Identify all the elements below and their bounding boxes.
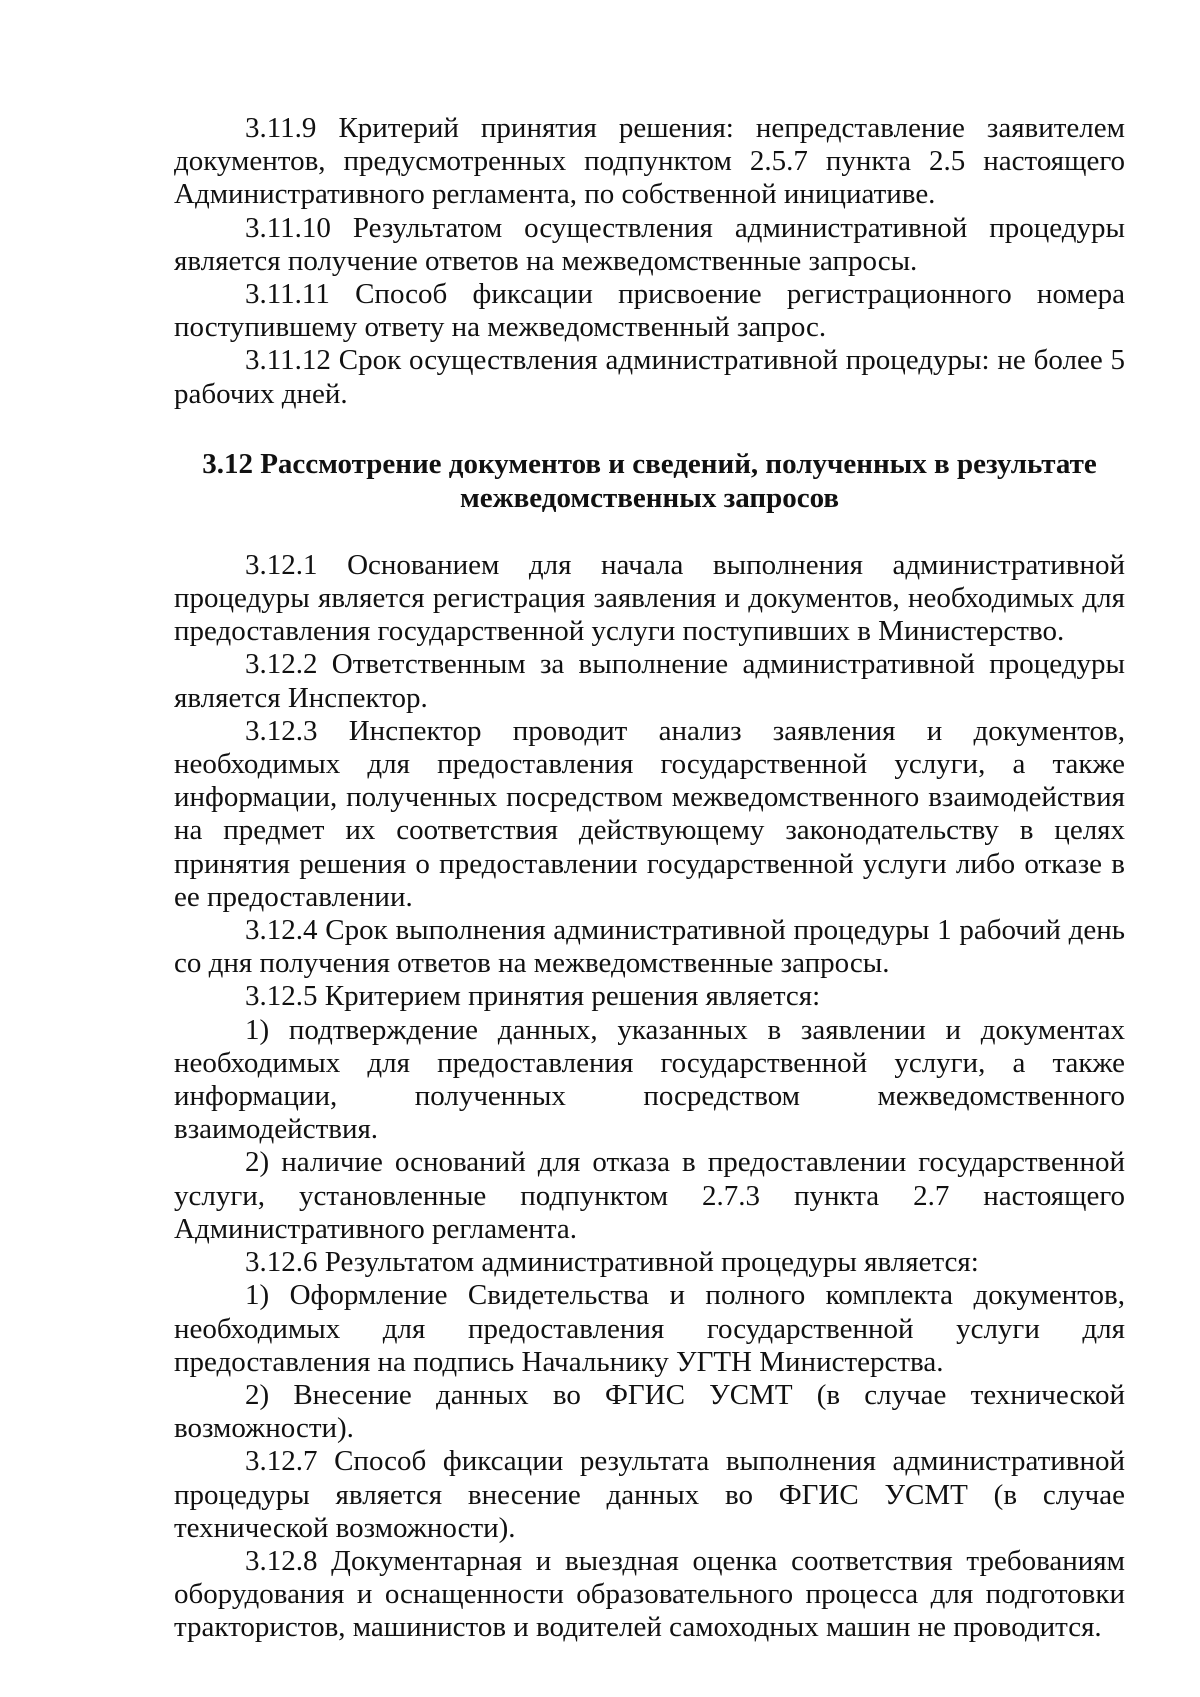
paragraph-3-12-6: 3.12.6 Результатом административной процедуры является: <box>245 1246 979 1279</box>
paragraph-3-11-9: 3.11.9 Критерий принятия решения: непредставление заявителем документов, предусмотренных подпунктом 2.5.7 пункта 2.5 настоящего Административного регламента, по собственной инициативе. <box>174 112 1125 211</box>
document-body <box>174 112 1125 1645</box>
paragraph-3-12-3: 3.12.3 Инспектор проводит анализ заявления и документов, необходимых для предоставления государственной услуги, а также информации, полученных посредством межведомственного взаимодействия на предмет их соответствия действующему законодательству в целях принятия решения о предоставлении государственной услуги либо отказе в ее предоставлении. <box>174 714 1125 913</box>
list-item-3-12-6-1: 1) Оформление Свидетельства и полного комплекта документов, необходимых для предоставления государственной услуги для предоставления на подпись Начальнику УГТН Министерства. <box>174 1279 1125 1378</box>
paragraph-3-11-10: 3.11.10 Результатом осуществления административной процедуры является получение ответов на межведомственные запросы. <box>174 211 1125 277</box>
section-heading-3-12 <box>174 447 1125 515</box>
list-item-3-12-5-1: 1) подтверждение данных, указанных в заявлении и документах необходимых для предоставления государственной услуги, а также информации, полученных посредством межведомственного взаимодействия. <box>174 1013 1125 1146</box>
section-heading-line-1: 3.12 Рассмотрение документов и сведений, полученных в результате <box>202 447 1097 480</box>
paragraph-3-11-11: 3.11.11 Способ фиксации присвоение регистрационного номера поступившему ответу на межведомственный запрос. <box>174 278 1125 344</box>
section-heading-line-2: межведомственных запросов <box>459 481 840 514</box>
paragraph-3-12-1: 3.12.1 Основанием для начала выполнения административной процедуры является регистрация заявления и документов, необходимых для предоставления государственной услуги поступивших в Министерство. <box>174 548 1125 648</box>
list-item-3-12-6-2: 2) Внесение данных во ФГИС УСМТ (в случае технической возможности). <box>174 1378 1125 1445</box>
paragraph-3-12-4: 3.12.4 Срок выполнения административной процедуры 1 рабочий день со дня получения ответов на межведомственные запросы. <box>174 914 1125 980</box>
paragraph-3-12-7: 3.12.7 Способ фиксации результата выполнения административной процедуры является внесение данных во ФГИС УСМТ (в случае технической возможности). <box>174 1445 1125 1544</box>
paragraph-3-12-8: 3.12.8 Документарная и выездная оценка соответствия требованиям оборудования и оснащенности образовательного процесса для подготовки трактористов, машинистов и водителей самоходных машин не проводится. <box>174 1544 1125 1644</box>
paragraph-3-12-2: 3.12.2 Ответственным за выполнение административной процедуры является Инспектор. <box>174 648 1125 714</box>
paragraph-3-12-5: 3.12.5 Критерием принятия решения является: <box>245 980 821 1013</box>
paragraph-3-11-12: 3.11.12 Срок осуществления административной процедуры: не более 5 рабочих дней. <box>174 344 1125 410</box>
list-item-3-12-5-2: 2) наличие оснований для отказа в предоставлении государственной услуги, установленные подпунктом 2.7.3 пункта 2.7 настоящего Административного регламента. <box>174 1146 1125 1245</box>
